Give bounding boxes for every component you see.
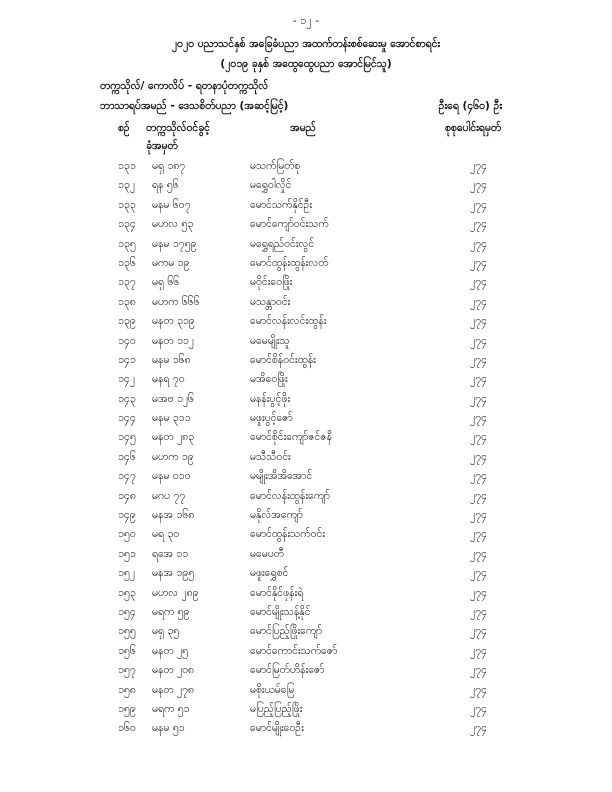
- table-row: [0, 160, 612, 179]
- table-row: [0, 238, 612, 257]
- total-marks: ၂၇၄: [470, 644, 487, 657]
- row-number: ၁၃၂: [118, 179, 135, 192]
- table-row: [0, 528, 612, 547]
- table-row: [0, 393, 612, 412]
- roll-number: ရန ၅၆: [152, 179, 179, 192]
- row-number: ၁၄၅: [118, 431, 136, 444]
- table-row: [0, 567, 612, 586]
- row-number: ၁၄၉: [118, 509, 136, 522]
- row-number: ၁၃၁: [118, 160, 136, 172]
- student-name: မောင်နိုင်ဖုန်းရဲ: [250, 586, 304, 599]
- total-marks: ၂၇၄: [470, 489, 487, 502]
- table-row: [0, 218, 612, 237]
- student-name: မောင်မျိုးဝေဦး: [250, 722, 304, 735]
- roll-number: မရ ၃၀: [152, 528, 180, 541]
- document-subtitle: (၂၀၁၉ ခုနှစ် အထွေထွေပညာ အောင်မြင်သူ): [220, 58, 392, 70]
- total-marks: ၂၇၄: [470, 256, 487, 269]
- total-marks: ၂၇၄: [470, 586, 487, 599]
- row-number: ၁၅၃: [118, 586, 136, 599]
- roll-number: မရှ ၁၈၇: [152, 160, 186, 172]
- student-name: မောင်ပြည့်ဖြိုးကျော်: [250, 625, 323, 638]
- page-number: - ၁၂ -: [292, 14, 320, 27]
- row-number: ၁၃၄: [118, 218, 136, 231]
- table-row: [0, 606, 612, 625]
- row-number: ၁၅၆: [118, 644, 136, 657]
- row-number: ၁၅၄: [118, 605, 136, 618]
- roll-number: မဟက ၁၉: [152, 450, 194, 463]
- student-name: မောင်သက်နိုင်ဦး: [250, 198, 313, 211]
- row-number: ၁၃၅: [118, 237, 136, 250]
- column-header-roll: တက္ကသိုလ်ဝင်ခွင့်: [146, 122, 210, 134]
- table-row: [0, 664, 612, 683]
- roll-number: မရှ ၆၆: [152, 276, 180, 289]
- student-name: မောင်လန်းထွန်းကျော်: [250, 489, 330, 502]
- table-row: [0, 373, 612, 392]
- row-number: ၁၃၃: [118, 198, 136, 211]
- roll-number: မနမ ၀၁၀: [152, 470, 191, 483]
- row-number: ၁၃၉: [118, 315, 136, 328]
- row-number: ၁၆၀: [118, 722, 136, 735]
- roll-number: မဟလ ၂၈၉: [152, 586, 199, 599]
- table-row: [0, 587, 612, 606]
- row-number: ၁၄၆: [118, 450, 136, 463]
- student-name: မဖူးပွင့်ဇော်: [250, 412, 293, 425]
- total-marks: ၂၇၄: [470, 547, 487, 560]
- student-name: မဝိုင်းဝေဖြိုး: [250, 276, 293, 289]
- total-marks: ၂၇၄: [470, 353, 487, 366]
- table-row: [0, 625, 612, 644]
- student-name: မောင်မျိုးသန့်နိုင်: [250, 605, 311, 618]
- total-marks: ၂၇၄: [470, 528, 487, 541]
- table-row: [0, 645, 612, 664]
- total-marks: ၂၇၄: [470, 567, 487, 580]
- student-name: မသီသီဝင်း: [250, 450, 291, 463]
- column-header-name: အမည်: [290, 122, 316, 134]
- total-marks: ၂၇၄: [470, 373, 487, 386]
- total-marks: ၂၇၄: [470, 179, 487, 192]
- total-marks: ၂၇၄: [470, 470, 487, 483]
- student-name: မောင်ကောင်းသက်ဇော်: [250, 644, 338, 657]
- total-count: ဦးရေ (၄၆၀) ဦး: [438, 100, 502, 112]
- row-number: ၁၅၅: [118, 625, 136, 638]
- total-marks: ၂၇၄: [470, 431, 487, 444]
- subject-line: ဘာသာရပ်အမည် - ဒေသစိတ်ပညာ (အဆင့်မြင့်): [100, 100, 289, 112]
- column-header-no: စဉ်: [118, 122, 130, 134]
- roll-number: မနတ ၁၁၂: [152, 334, 194, 347]
- student-name: မမေမျိုးသူ: [250, 334, 290, 347]
- roll-number: မရက ၅၁: [152, 702, 190, 715]
- student-name: မောင်မြတ်ဟိန်းဇော်: [250, 664, 325, 677]
- row-number: ၁၄၁: [118, 353, 136, 366]
- row-number: ၁၅၂: [118, 567, 135, 580]
- row-number: ၁၄၇: [118, 470, 136, 483]
- total-marks: ၂၇၄: [470, 625, 487, 638]
- row-number: ၁၅၇: [118, 664, 136, 677]
- table-row: [0, 684, 612, 703]
- student-name: မအိဝေဖြိုး: [250, 373, 288, 386]
- student-name: မောင်စိုင်းကျော်ဇင်ဇနိ: [250, 431, 332, 444]
- total-marks: ၂၇၄: [470, 683, 487, 696]
- row-number: ၁၄၈: [118, 489, 136, 502]
- roll-number: ရအေ ၁၁: [152, 547, 189, 560]
- roll-number: မရက ၅၉: [152, 605, 190, 618]
- total-marks: ၂၇၄: [470, 702, 487, 715]
- table-row: [0, 548, 612, 567]
- roll-number: မကမ ၁၉: [152, 256, 190, 269]
- student-name: မသန္တာဝင်း: [250, 295, 291, 308]
- table-row: [0, 296, 612, 315]
- roll-number: မဟက ၆၆၆: [152, 295, 200, 308]
- total-marks: ၂၇၄: [470, 295, 487, 308]
- roll-number: မနမ ၃၁၁: [152, 412, 191, 425]
- roll-number: မနတ ၂၅: [152, 644, 189, 657]
- table-row: [0, 257, 612, 276]
- roll-number: မနတ ၂၇၈: [152, 683, 195, 696]
- roll-number: မနတ ၃၁၉: [152, 315, 195, 328]
- roll-number: မနမ ၁၆၈: [152, 353, 191, 366]
- roll-number: မဂပ ၇၇: [152, 489, 186, 502]
- table-row: [0, 703, 612, 722]
- student-name: မောင်ထွန်းသက်ဝင်း: [250, 528, 325, 541]
- total-marks: ၂၇၄: [470, 334, 487, 347]
- student-name: မသက်မြတ်စု: [250, 160, 301, 172]
- roll-number: မဟလ ၅၃: [152, 218, 194, 231]
- student-name: မစိုးယမ်မြေ: [250, 683, 295, 696]
- table-row: [0, 335, 612, 354]
- total-marks: ၂၇၄: [470, 412, 487, 425]
- table-row: [0, 179, 612, 198]
- roll-number: မနတ ၂၀၈: [152, 664, 195, 677]
- table-row: [0, 431, 612, 450]
- total-marks: ၂၇၄: [470, 237, 487, 250]
- total-marks: ၂၇၄: [470, 218, 487, 231]
- row-number: ၁၅၀: [118, 528, 136, 541]
- row-number: ၁၅၈: [118, 683, 136, 696]
- student-name: မမျိုးအိအိအောင်: [250, 470, 313, 483]
- roll-number: မအဗ ၁၂၆: [152, 392, 194, 405]
- roll-number: မနမ ၁၇၅၉: [152, 237, 197, 250]
- student-name: မရွှေဝါလှိုင်: [250, 179, 292, 192]
- total-marks: ၂၇၄: [470, 160, 487, 172]
- student-name: မောင်ထွန်းထွန်းလတ်: [250, 256, 329, 269]
- total-marks: ၂၇၄: [470, 664, 487, 677]
- student-name: မောင်လန်းလင်းထွန်း: [250, 315, 327, 328]
- student-name: မနိုလ်အကျော်: [250, 509, 303, 522]
- student-name: မောင်ကျော်ဝင်းသက်: [250, 218, 329, 231]
- row-number: ၁၄၀: [118, 334, 136, 347]
- column-header-roll-sub: ခုံအမှတ်: [146, 140, 178, 152]
- roll-number: မရှ ၃၅: [152, 625, 180, 638]
- table-row: [0, 490, 612, 509]
- row-number: ၁၃၇: [118, 276, 136, 289]
- roll-number: မနတ ၂၈၃: [152, 431, 195, 444]
- table-row: [0, 276, 612, 295]
- total-marks: ၂၇၄: [470, 315, 487, 328]
- roll-number: မနရ ၇၀: [152, 373, 185, 386]
- student-name: မဖူးရွှေစင်: [250, 567, 289, 580]
- table-row: [0, 199, 612, 218]
- table-row: [0, 315, 612, 334]
- roll-number: မနမ ၅၁: [152, 722, 185, 735]
- row-number: ၁၅၁: [118, 547, 136, 560]
- roll-number: မနမ ၆၀၇: [152, 198, 191, 211]
- student-name: မရွှေရည်ဝင်းလွင်: [250, 237, 315, 250]
- university-line: တက္ကသိုလ်/ ကောလိပ် - ရတနာပုံတက္ကသိုလ်: [100, 80, 269, 92]
- total-marks: ၂၇၄: [470, 198, 487, 211]
- roll-number: မနအ ၁၆၈: [152, 509, 195, 522]
- student-name: မမေပတီ: [250, 547, 284, 560]
- row-number: ၁၃၆: [118, 256, 136, 269]
- row-number: ၁၄၄: [118, 412, 136, 425]
- student-name: မနန်းပွင့်ဖိုး: [250, 392, 291, 405]
- student-name: မောင်စိန်ဝင်းထွန်း: [250, 353, 316, 366]
- table-row: [0, 451, 612, 470]
- table-row: [0, 722, 612, 741]
- total-marks: ၂၇၄: [470, 509, 487, 522]
- table-row: [0, 412, 612, 431]
- table-row: [0, 354, 612, 373]
- roll-number: မနအ ၁၉၅: [152, 567, 195, 580]
- total-marks: ၂၇၄: [470, 605, 487, 618]
- total-marks: ၂၇၄: [470, 722, 487, 735]
- document-title: ၂၀၂၀ ပညာသင်နှစ် အခြေခံပညာ အထက်တန်းစစ်ဆေးမှု အောင်စာရင်း: [171, 38, 441, 50]
- results-list: [0, 160, 612, 742]
- table-row: [0, 509, 612, 528]
- row-number: ၁၃၈: [118, 295, 136, 308]
- student-name: မပြည့်ပြည့်ဖြိုး: [250, 702, 303, 715]
- row-number: ၁၅၉: [118, 702, 136, 715]
- table-row: [0, 470, 612, 489]
- total-marks: ၂၇၄: [470, 450, 487, 463]
- row-number: ၁၄၂: [118, 373, 135, 386]
- total-marks: ၂၇၄: [470, 392, 487, 405]
- row-number: ၁၄၃: [118, 392, 136, 405]
- column-header-marks: စုစုပေါင်းရမှတ်: [445, 122, 502, 134]
- total-marks: ၂၇၄: [470, 276, 487, 289]
